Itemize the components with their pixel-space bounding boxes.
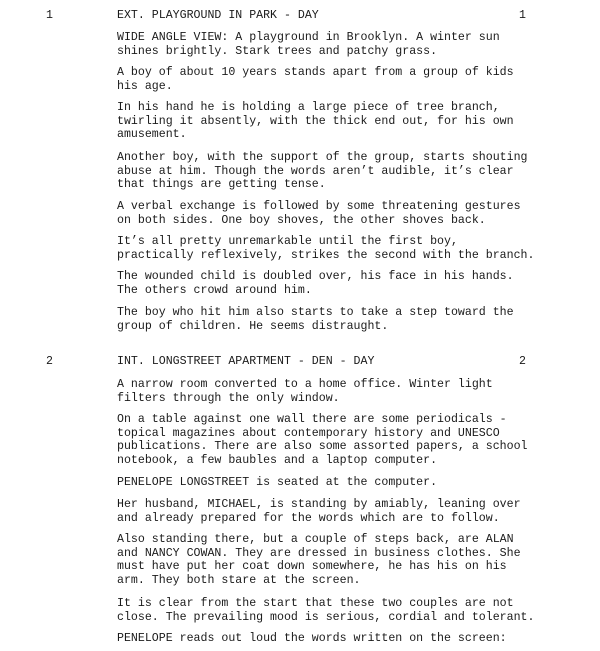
action-paragraph: The wounded child is doubled over, his face in his hands. The others crowd around him. (117, 270, 514, 297)
action-paragraph: A narrow room converted to a home office. Winter light filters through the only window. (117, 378, 493, 405)
scene-heading: EXT. PLAYGROUND IN PARK - DAY (117, 9, 319, 22)
scene-number-right: 2 (519, 355, 526, 368)
action-paragraph: Another boy, with the support of the group, starts shouting abuse at him. Though the words aren’t audible, it’s clear that things are getting tense. (117, 151, 528, 192)
action-paragraph: PENELOPE LONGSTREET is seated at the computer. (117, 476, 438, 489)
action-paragraph: It’s all pretty unremarkable until the first boy, practically reflexively, strikes the second with the branch. (117, 235, 535, 262)
action-paragraph: In his hand he is holding a large piece of tree branch, twirling it absently, with the thick end out, for his own amusement. (117, 101, 514, 142)
action-paragraph: The boy who hit him also starts to take a step toward the group of children. He seems distraught. (117, 306, 514, 333)
action-paragraph: It is clear from the start that these two couples are not close. The prevailing mood is serious, cordial and tolerant. (117, 597, 535, 624)
action-paragraph: WIDE ANGLE VIEW: A playground in Brooklyn. A winter sun shines brightly. Stark trees and patchy grass. (117, 31, 500, 58)
scene-number-right: 1 (519, 9, 526, 22)
action-paragraph: A boy of about 10 years stands apart from a group of kids his age. (117, 66, 514, 93)
scene-number-left: 2 (46, 355, 53, 368)
action-paragraph: Her husband, MICHAEL, is standing by amiably, leaning over and already prepared for the words which are to follow. (117, 498, 521, 525)
action-paragraph: PENELOPE reads out loud the words written on the screen: (117, 632, 507, 645)
scene-number-left: 1 (46, 9, 53, 22)
action-paragraph: A verbal exchange is followed by some threatening gestures on both sides. One boy shoves, the other shoves back. (117, 200, 521, 227)
action-paragraph: Also standing there, but a couple of steps back, are ALAN and NANCY COWAN. They are dressed in business clothes. She must have put her coat down somewhere, he has his on his arm. They both stare at the screen. (117, 533, 521, 587)
scene-heading: INT. LONGSTREET APARTMENT - DEN - DAY (117, 355, 375, 368)
action-paragraph: On a table against one wall there are some periodicals - topical magazines about contemporary history and UNESCO publications. There are also some assorted papers, a school notebook, a few baubles and a laptop computer. (117, 413, 528, 467)
